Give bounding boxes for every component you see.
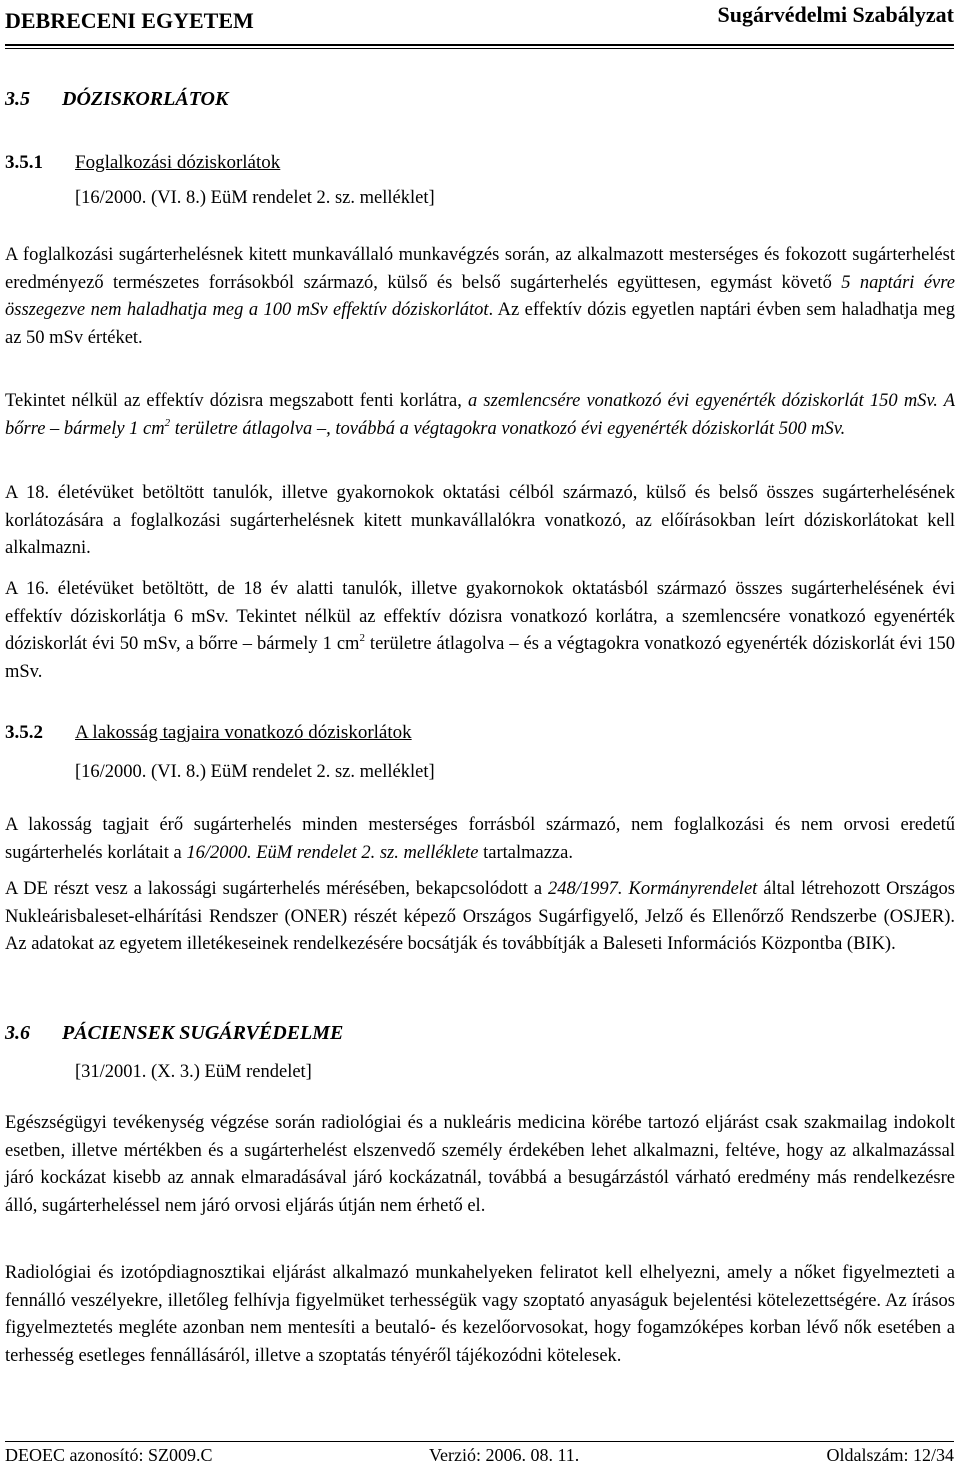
paragraph-trainees-16 — [5, 576, 955, 686]
emphasis-text: 5 naptári évre összegezve nem haladhatja meg a 100 mSv effektív dóziskorlátot — [5, 272, 955, 320]
subsection-heading-3-5-1 — [5, 152, 280, 174]
text-run: tartalmazza. — [478, 842, 573, 863]
paragraph-warning-signs: Radiológiai és izotópdiagnosztikai eljárást alkalmazó munkahelyeken feliratot kell elhelyezni, amely a nőket figyelmezteti a fennálló veszélyekre, illetőleg felhívja figyelmüket terhességük vagy szoptató anyaságuk bejelentési kötelezettségére. Az írásos figyelmeztetés megléte azonban nem mentesíti a beutaló- és kezelőorvosokat, hogy fogamzóképes korban lévő nők esetében a terhesség esetleges fennállásáról, illetve a szoptatás tényéről tájékozódni kötelesek. — [5, 1263, 955, 1366]
legal-reference: [16/2000. (VI. 8.) EüM rendelet 2. sz. melléklet] — [75, 762, 435, 782]
paragraph-trainees-18: A 18. életévüket betöltött tanulók, illetve gyakornokok oktatási célból származó, külső és belső összes sugárterhelésének korlátozására a foglalkozási sugárterhelésnek kitett munkavállalókra vonatkozó, az előírásokban leírt dóziskorlátokat kell alkalmazni. — [5, 483, 955, 558]
subsection-title: A lakosság tagjaira vonatkozó dóziskorlátok — [75, 722, 412, 743]
paragraph-oner — [5, 876, 955, 959]
paragraph-occupational-limit — [5, 242, 955, 352]
footer-document-id: DEOEC azonosító: SZ009.C — [5, 1445, 213, 1465]
paragraph-public-limit — [5, 812, 955, 867]
subsection-heading-3-5-2 — [5, 722, 412, 744]
text-run: által létrehozott Országos Nukleárisbaleset-elhárítási Rendszer (ONER) részét képező Országos Sugárfigyelő, Jelző és Ellenőrző Rendszerbe (OSJER). Az adatokat az egyetem illetékeseinek rendelkezésére bocsátják és továbbítják a Baleseti Információs Központba (BIK). — [5, 879, 955, 954]
section-number: 3.6 — [5, 1022, 30, 1044]
page-footer — [5, 1441, 954, 1468]
legal-reference: [16/2000. (VI. 8.) EüM rendelet 2. sz. melléklet] — [75, 188, 435, 208]
superscript: 2 — [164, 416, 171, 429]
section-heading-3-5 — [5, 88, 228, 111]
paragraph-organ-limits — [5, 388, 955, 443]
header-document-title: Sugárvédelmi Szabályzat — [717, 2, 954, 27]
text-run: A 16. életévüket betöltött, de 18 év alatti tanulók, illetve gyakornokok oktatásból származó összes sugárterhelésének évi effektív dóziskorlátja 6 mSv. Tekintet nélkül az effektív dózisra vonatkozó korlátra, a szemlencsére vonatkozó egyenérték dóziskorlát évi 50 mSv, a bőrre – bármely 1 cm — [5, 579, 955, 654]
paragraph-patient-justification: Egészségügyi tevékenység végzése során radiológiai és a nukleáris medicina körébe tartozó eljárást csak szakmailag indokolt esetben, illetve mértékben és a sugárterhelést elszenvedő személy érdekében lehet alkalmazni, feltéve, hogy az alkalmazással járó kockázat kisebb az annak elmaradásával járó kockázatnál, továbbá a besugárzástól várható eredmény más rendelkezésre álló, sugárterheléssel nem járó orvosi eljárás útján nem érhető el. — [5, 1113, 955, 1216]
subsection-number: 3.5.2 — [5, 722, 43, 743]
text-run: területre átlagolva – és a végtagokra vonatkozó egyenérték dóziskorlát évi 150 mSv. — [5, 634, 955, 682]
section-heading-3-6 — [5, 1022, 343, 1045]
emphasis-text: területre átlagolva –, továbbá a végtagokra vonatkozó évi egyenérték dóziskorlát 500 mSv. — [170, 418, 846, 439]
subsection-title: Foglalkozási dóziskorlátok — [75, 152, 281, 173]
header-rule-thin — [5, 48, 954, 49]
footer-rule — [5, 1441, 954, 1442]
superscript: 2 — [359, 632, 365, 644]
page-header — [5, 0, 954, 50]
section-number: 3.5 — [5, 88, 30, 110]
emphasis-text: 248/1997. Kormányrendelet — [548, 879, 758, 899]
text-run: A DE részt vesz a lakossági sugárterhelés mérésében, bekapcsolódott a — [5, 879, 549, 899]
text-run: . Az effektív dózis egyetlen naptári évben sem haladhatja meg az 50 mSv értéket. — [5, 300, 955, 348]
emphasis-text: a szemlencsére vonatkozó évi egyenérték dóziskorlát 150 mSv. A bőrre – bármely 1 cm — [5, 391, 955, 439]
legal-reference: [31/2001. (X. 3.) EüM rendelet] — [75, 1062, 312, 1082]
footer-page-number: Oldalszám: 12/34 — [826, 1445, 954, 1465]
subsection-number: 3.5.1 — [5, 152, 43, 173]
section-title: PÁCIENSEK SUGÁRVÉDELME — [62, 1022, 344, 1044]
header-institution: DEBRECENI EGYETEM — [5, 8, 254, 33]
text-run: A foglalkozási sugárterhelésnek kitett munkavállaló munkavégzés során, az alkalmazott mesterséges és fokozott sugárterhelést eredményező természetes forrásokból származó, külső és belső sugárterhelés együttesen, egymást követő — [5, 245, 955, 293]
section-title: DÓZISKORLÁTOK — [62, 88, 229, 110]
emphasis-text: 16/2000. EüM rendelet 2. sz. melléklete — [186, 842, 479, 863]
header-rule — [5, 44, 954, 46]
text-run: Tekintet nélkül az effektív dózisra megszabott fenti korlátra, — [5, 391, 469, 411]
text-run: A lakosság tagjait érő sugárterhelés minden mesterséges forrásból származó, nem foglalkozási és nem orvosi eredetű sugárterhelés korlátait a — [5, 815, 955, 863]
footer-version: Verzió: 2006. 08. 11. — [429, 1445, 580, 1465]
